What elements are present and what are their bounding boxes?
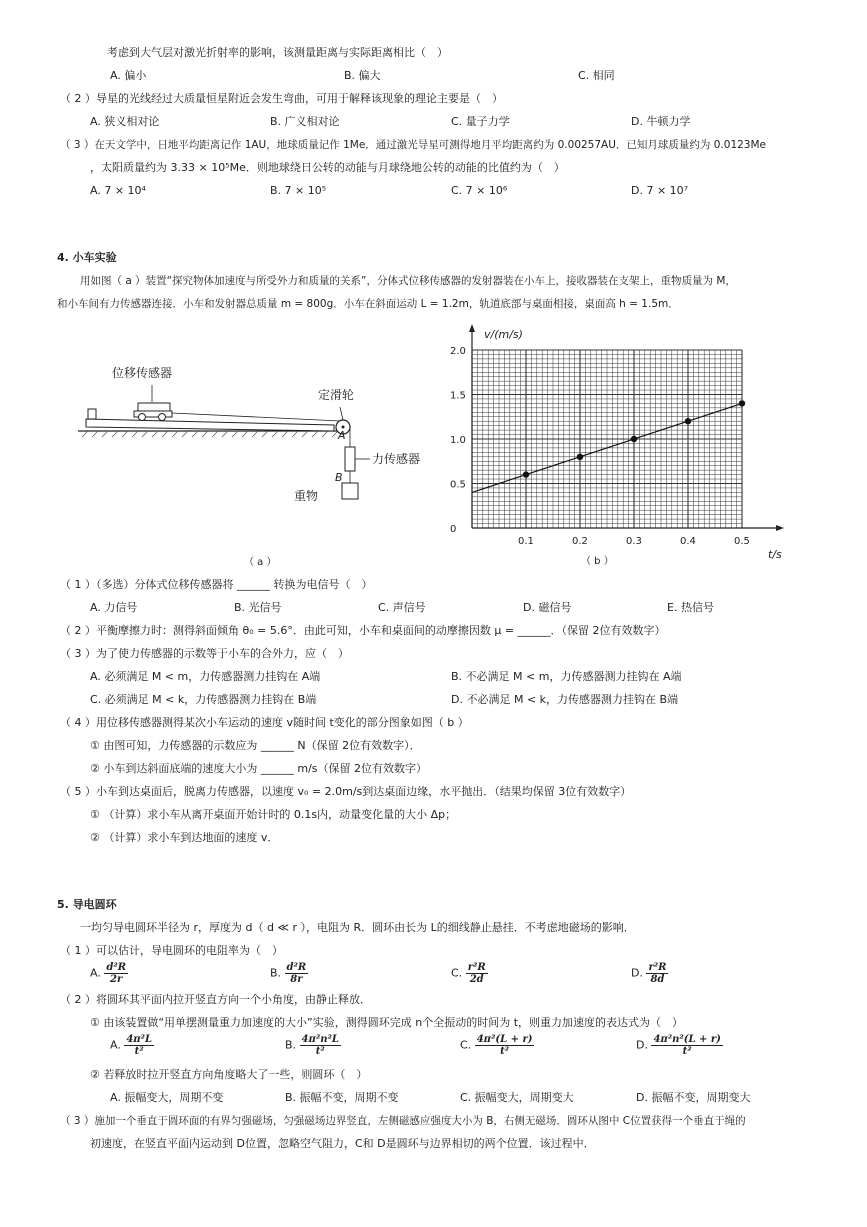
- fraction-numerator: d²R: [286, 962, 307, 973]
- x-tick-label: 0.5: [734, 536, 750, 547]
- q3-part2-option-b[interactable]: B. 广义相对论: [270, 115, 340, 128]
- y-tick-label: 2.0: [450, 346, 466, 357]
- fraction-numerator: 4π²n²(L + r): [653, 1034, 721, 1045]
- q5-intro: 一均匀导电圆环半径为 r，厚度为 d（ d ≪ r ），电阻为 R．圆环由长为 L的细线静止悬挂．不考虑地磁场的影响．: [80, 921, 635, 934]
- q4-part1-option-d[interactable]: D. 磁信号: [523, 601, 572, 614]
- q3-part3-option-a[interactable]: A. 7 × 10⁴: [90, 184, 146, 197]
- q4-part1-option-c[interactable]: C. 声信号: [378, 601, 426, 614]
- q4-part1: （ 1 ）（多选）分体式位移传感器将 ______ 转换为电信号（ ）: [60, 578, 373, 591]
- fraction-numerator: d²R: [106, 962, 127, 973]
- q3-intro-option-c[interactable]: C. 相同: [578, 69, 615, 82]
- q4-part4-sub1: ① 由图可知，力传感器的示数应为 ______ N（保留 2位有效数字）．: [90, 739, 421, 752]
- fraction-denominator: t²: [315, 1046, 325, 1057]
- q5-part2-sub1-option-d[interactable]: [636, 1034, 723, 1057]
- q4-part5-sub2: ② （计算）求小车到达地面的速度 v．: [90, 831, 279, 844]
- q3-intro: 考虑到大气层对激光折射率的影响，该测量距离与实际距离相比（ ）: [107, 46, 448, 59]
- y-tick-label: 0.5: [450, 479, 466, 491]
- label-force-sensor: 力传感器: [372, 452, 421, 466]
- q4-part4: （ 4 ）用位移传感器测得某次小车运动的速度 v随时间 t变化的部分图象如图（ b ）: [60, 716, 469, 729]
- fraction-numerator: 4π²L: [126, 1034, 153, 1045]
- data-point: [739, 400, 745, 406]
- q4-part3-option-d[interactable]: D. 不必满足 M < k，力传感器测力挂钩在 B端: [451, 693, 679, 706]
- q3-intro-option-b[interactable]: B. 偏大: [344, 69, 381, 82]
- q4-part5: （ 5 ）小车到达桌面后，脱离力传感器，以速度 v₀ = 2.0m/s到达桌面边缘，水平抛出．（结果均保留 3位有效数字）: [60, 785, 632, 798]
- q4-intro-line2: 和小车间有力传感器连接．小车和发射器总质量 m = 800g．小车在斜面运动 L = 1.2m，轨道底部与桌面相接，桌面高 h = 1.5m．: [57, 298, 679, 310]
- option-label: B.: [270, 966, 282, 980]
- label-point-a: A: [338, 429, 346, 442]
- fraction-denominator: t²: [500, 1046, 510, 1057]
- fraction-denominator: t²: [682, 1046, 692, 1057]
- x-tick-label: 0.3: [626, 536, 642, 547]
- q3-part2-option-a[interactable]: A. 狭义相对论: [90, 115, 160, 128]
- y-tick-label: 0: [450, 524, 457, 535]
- q4-title: 4. 小车实验: [57, 251, 117, 264]
- q5-part1: （ 1 ）可以估计，导电圆环的电阻率为（ ）: [60, 944, 283, 957]
- data-point: [631, 436, 637, 442]
- q4-part3-option-a[interactable]: A. 必须满足 M < m，力传感器测力挂钩在 A端: [90, 670, 321, 683]
- label-point-b: B: [335, 471, 343, 484]
- fraction-denominator: 8r: [290, 974, 303, 985]
- fraction-numerator: 4π²n²L: [301, 1034, 339, 1045]
- x-axis-label: t/s: [768, 548, 782, 561]
- q5-part2-sub2-option-a[interactable]: A. 振幅变大，周期不变: [110, 1091, 224, 1104]
- q3-part2-option-d[interactable]: D. 牛顿力学: [631, 115, 691, 128]
- q5-part2: （ 2 ）将圆环其平面内拉开竖直方向一个小角度，由静止释放．: [60, 993, 371, 1006]
- option-label: C.: [451, 966, 463, 980]
- q4-part1-option-a[interactable]: A. 力信号: [90, 601, 138, 614]
- fraction-numerator: r²R: [648, 962, 667, 973]
- figure-b-caption: （ b ）: [581, 556, 614, 567]
- label-displacement-sensor: 位移传感器: [112, 366, 173, 380]
- q4-part4-sub2: ② 小车到达斜面底端的速度大小为 ______ m/s（保留 2位有效数字）: [90, 762, 427, 775]
- q5-part2-sub1-option-a[interactable]: [110, 1034, 154, 1057]
- q3-intro-option-a[interactable]: A. 偏小: [110, 69, 147, 82]
- q4-part5-sub1: ① （计算）求小车从离开桌面开始计时的 0.1s内，动量变化量的大小 Δp；: [90, 808, 457, 821]
- q5-part2-sub2-option-c[interactable]: C. 振幅变大，周期变大: [460, 1091, 574, 1104]
- q5-part1-option-c[interactable]: [451, 962, 488, 985]
- q3-part3-line2: ，太阳质量约为 3.33 × 10⁵Me．则地球绕日公转的动能与月球绕地公转的动能的比值约为（ ）: [90, 161, 565, 174]
- q4-part3-option-c[interactable]: C. 必须满足 M < k，力传感器测力挂钩在 B端: [90, 693, 317, 706]
- option-label: A.: [90, 966, 101, 980]
- q3-part2: （ 2 ）导星的光线经过大质量恒星附近会发生弯曲，可用于解释该现象的理论主要是（ ）: [60, 92, 503, 105]
- q5-part2-sub2: ② 若释放时拉开竖直方向角度略大了一些，则圆环（ ）: [90, 1068, 368, 1081]
- option-label: B.: [285, 1038, 297, 1052]
- figure-a-caption: （ a ）: [244, 557, 277, 568]
- q5-part3-line2: 初速度，在竖直平面内运动到 D位置，忽略空气阻力，C和 D是圆环与边界相切的两个位置．该过程中．: [90, 1137, 595, 1150]
- label-fixed-pulley: 定滑轮: [318, 388, 355, 402]
- q4-part3-option-b[interactable]: B. 不必满足 M < m，力传感器测力挂钩在 A端: [451, 670, 682, 683]
- option-label: D.: [631, 966, 643, 980]
- y-axis-label: v/(m/s): [484, 328, 523, 341]
- q5-part1-option-a[interactable]: [90, 962, 128, 985]
- y-tick-label: 1.0: [450, 435, 466, 446]
- option-label: D.: [636, 1038, 648, 1052]
- fraction-denominator: 8d: [650, 974, 665, 985]
- q4-part3: （ 3 ）为了使力传感器的示数等于小车的合外力，应（ ）: [60, 647, 349, 660]
- q5-part2-sub1-option-b[interactable]: [285, 1034, 341, 1057]
- fraction-denominator: t²: [134, 1046, 144, 1057]
- fraction-numerator: 4π²(L + r): [476, 1034, 533, 1045]
- option-label: A.: [110, 1038, 121, 1052]
- option-label: C.: [460, 1038, 472, 1052]
- x-axis-arrow-icon: [776, 525, 784, 531]
- data-point: [523, 471, 529, 477]
- q4-part2: （ 2 ）平衡摩擦力时：测得斜面倾角 θ₀ = 5.6°．由此可知，小车和桌面间的动摩擦因数 μ = ______．（保留 2位有效数字）: [60, 624, 666, 637]
- fraction-numerator: r²R: [467, 962, 486, 973]
- q5-part2-sub1: ① 由该装置做“用单摆测量重力加速度的大小”实验，测得圆环完成 n个全振动的时间为 t，则重力加速度的表达式为（ ）: [90, 1016, 684, 1029]
- q4-part1-option-b[interactable]: B. 光信号: [234, 601, 282, 614]
- label-weight: 重物: [294, 489, 319, 503]
- fraction-denominator: 2d: [469, 974, 484, 985]
- q5-part2-sub2-option-d[interactable]: D. 振幅不变，周期变大: [636, 1091, 751, 1104]
- q4-part1-option-e[interactable]: E. 热信号: [667, 601, 714, 614]
- q5-title: 5. 导电圆环: [57, 898, 117, 911]
- q3-part3-option-d[interactable]: D. 7 × 10⁷: [631, 184, 689, 197]
- data-point: [685, 418, 691, 424]
- fraction-denominator: 2r: [110, 974, 123, 985]
- x-tick-label: 0.1: [518, 536, 534, 547]
- q3-part3-line1: （ 3 ）在天文学中，日地平均距离记作 1AU，地球质量记作 1Me．通过激光导星可测得地月平均距离约为 0.00257AU．已知月球质量约为 0.0123Me: [60, 139, 766, 151]
- velocity-time-chart: [440, 312, 790, 574]
- q5-part3-line1: （ 3 ）施加一个垂直于圆环面的有界匀强磁场，匀强磁场边界竖直，左侧磁感应强度大小为 B，右侧无磁场．圆环从图中 C位置获得一个垂直于绳的: [60, 1115, 746, 1127]
- apparatus-figure: [70, 355, 440, 575]
- q4-intro-line1: 用如图（ a ）装置“探究物体加速度与所受外力和质量的关系”，分体式位移传感器的发射器装在小车上，接收器装在支架上，重物质量为 M，: [80, 275, 736, 287]
- q3-part2-option-c[interactable]: C. 量子力学: [451, 115, 510, 128]
- y-tick-label: 1.5: [450, 390, 466, 402]
- data-point: [577, 454, 583, 460]
- q5-part2-sub2-option-b[interactable]: B. 振幅不变，周期不变: [285, 1091, 399, 1104]
- q5-part1-option-b[interactable]: [270, 962, 308, 985]
- q3-part3-option-c[interactable]: C. 7 × 10⁶: [451, 184, 508, 197]
- q5-part1-option-d[interactable]: [631, 962, 668, 985]
- x-tick-label: 0.2: [572, 536, 588, 547]
- q3-part3-option-b[interactable]: B. 7 × 10⁵: [270, 184, 327, 197]
- x-tick-label: 0.4: [680, 536, 696, 547]
- y-axis-arrow-icon: [469, 324, 475, 332]
- q5-part2-sub1-option-c[interactable]: [460, 1034, 534, 1057]
